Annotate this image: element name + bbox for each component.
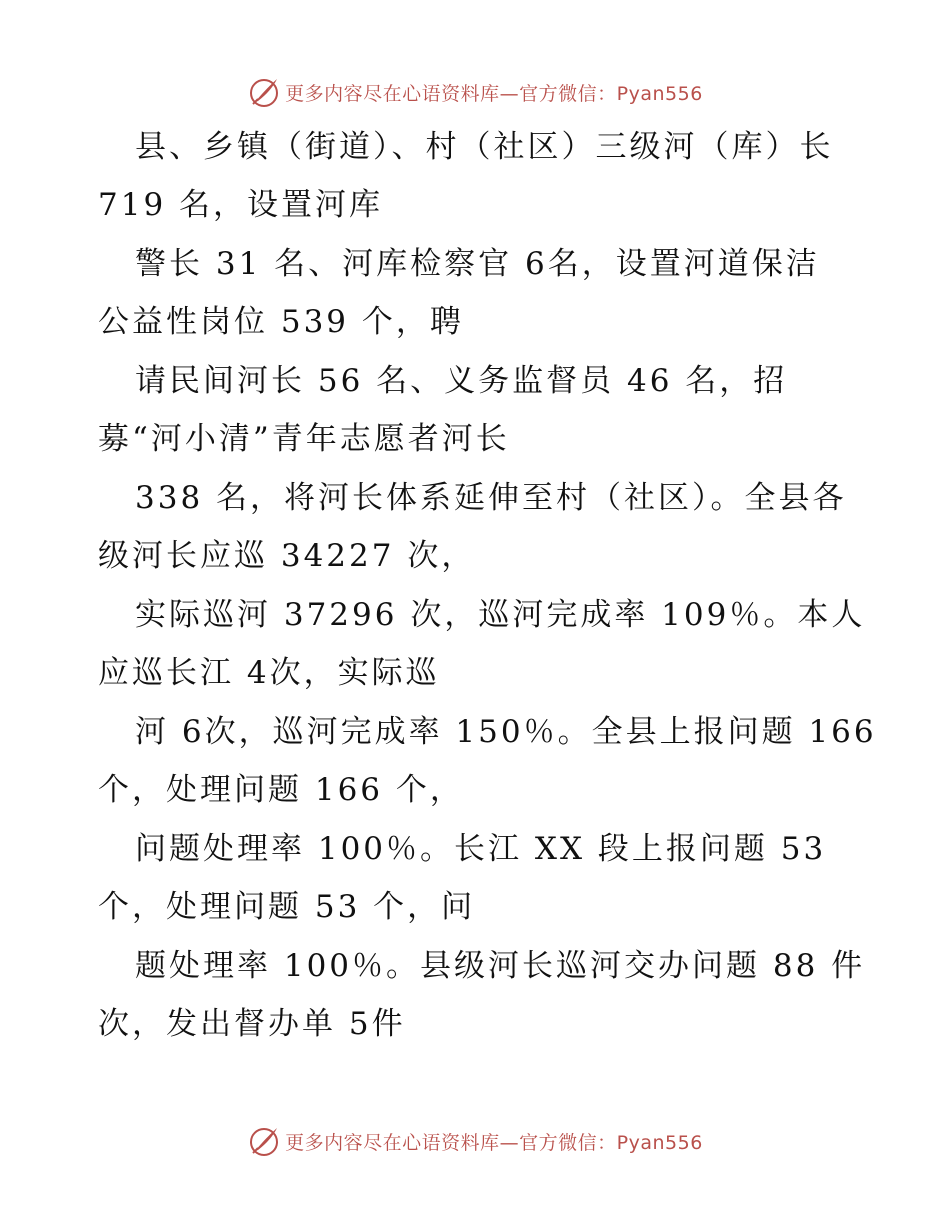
body-line-13: 问题处理率 100％。长江 XX 段上报问题 53 — [135, 831, 827, 867]
body-line-15: 题处理率 100％。县级河长巡河交办问题 88 件 — [135, 948, 866, 984]
body-line-5: 请民间河长 56 名、义务监督员 46 名，招 — [135, 363, 788, 399]
body-line-6: 募“河小清”青年志愿者河长 — [98, 421, 510, 457]
body-line-8: 级河长应巡 34227 次， — [98, 538, 476, 574]
footer-banner-text: 更多内容尽在心语资料库—官方微信：Pyan556 — [285, 1131, 703, 1154]
body-line-3: 警长 31 名、河库检察官 6名，设置河道保洁 — [135, 246, 820, 282]
header-banner-text: 更多内容尽在心语资料库—官方微信：Pyan556 — [285, 82, 703, 105]
body-line-12: 个，处理问题 166 个， — [98, 772, 464, 808]
body-line-11: 河 6次，巡河完成率 150％。全县上报问题 166 — [135, 714, 877, 750]
body-line-2: 719 名，设置河库 — [98, 187, 384, 223]
body-line-9: 实际巡河 37296 次，巡河完成率 109％。本人 — [135, 597, 866, 633]
body-line-4: 公益性岗位 539 个，聘 — [98, 304, 464, 340]
body-line-16: 次，发出督办单 5件 — [98, 1006, 406, 1042]
quill-pen-logo-icon — [247, 1124, 281, 1158]
body-line-1: 县、乡镇（街道）、村（社区）三级河（库）长 — [135, 129, 834, 165]
body-line-10: 应巡长江 4次，实际巡 — [98, 655, 440, 691]
footer-watermark-banner — [0, 1121, 950, 1161]
body-line-14: 个，处理问题 53 个，问 — [98, 889, 476, 925]
body-line-7: 338 名，将河长体系延伸至村（社区）。全县各 — [135, 480, 847, 516]
